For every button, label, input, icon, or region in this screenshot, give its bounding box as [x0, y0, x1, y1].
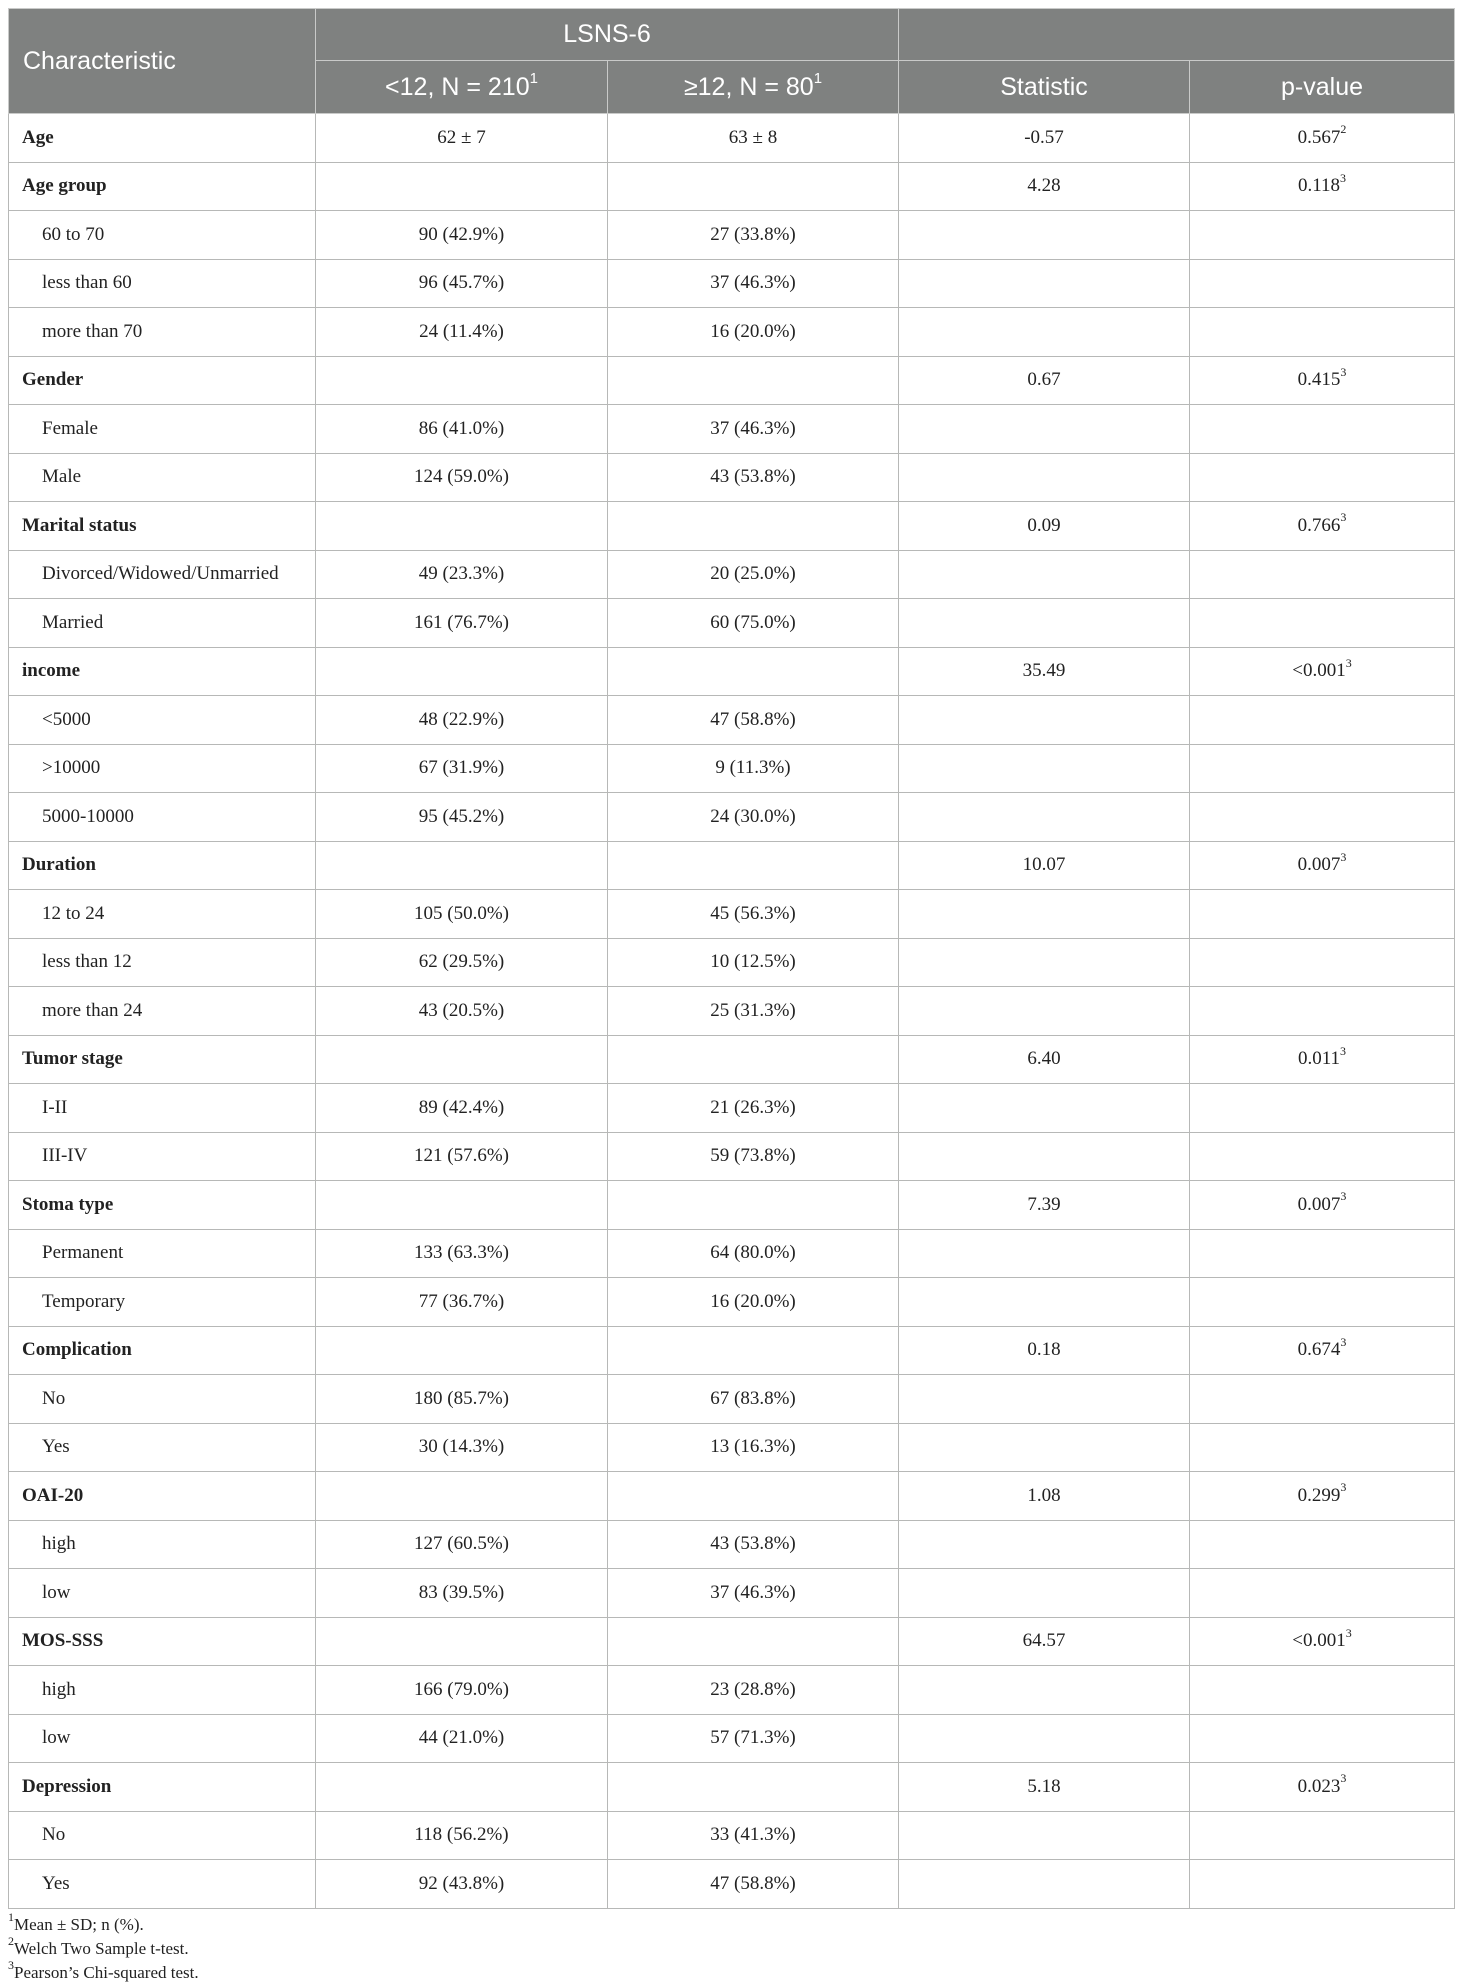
row-label: MOS-SSS: [9, 1617, 316, 1666]
cell-pvalue: [1190, 1229, 1455, 1278]
cell-pvalue: [1190, 1714, 1455, 1763]
cell-pvalue: [1190, 1472, 1455, 1521]
cell-ge12: 59 (73.8%): [608, 1132, 899, 1181]
row-label: >10000: [9, 744, 316, 793]
pvalue-footnote-mark: 3: [1345, 1625, 1352, 1640]
cell-statistic: [899, 1569, 1190, 1618]
cell-ge12: 47 (58.8%): [608, 696, 899, 745]
table-row: [9, 1326, 1455, 1375]
cell-ge12: 20 (25.0%): [608, 550, 899, 599]
cell-pvalue: [1190, 841, 1455, 890]
pvalue-footnote-mark: 3: [1340, 1480, 1347, 1495]
cell-pvalue: [1190, 647, 1455, 696]
table-row: [9, 696, 1455, 745]
cell-pvalue: [1190, 599, 1455, 648]
pvalue-text: 0.007: [1297, 854, 1341, 876]
cell-pvalue: [1190, 1811, 1455, 1860]
cell-statistic: [899, 1666, 1190, 1715]
footnote: [8, 1909, 1454, 1937]
cell-lt12: [316, 841, 608, 890]
footnote-text: Mean ± SD; n (%).: [14, 1914, 144, 1934]
pvalue-footnote-mark: 3: [1345, 655, 1352, 670]
row-label: less than 12: [9, 938, 316, 987]
cell-pvalue: [1190, 405, 1455, 454]
cell-ge12: 45 (56.3%): [608, 890, 899, 939]
pvalue-text: 0.415: [1297, 369, 1341, 391]
cell-pvalue: [1190, 793, 1455, 842]
characteristics-table: [8, 8, 1455, 1909]
table-row: [9, 1666, 1455, 1715]
pvalue-footnote-mark: 3: [1340, 364, 1347, 379]
row-label: Complication: [9, 1326, 316, 1375]
cell-ge12: 67 (83.8%): [608, 1375, 899, 1424]
cell-ge12: 64 (80.0%): [608, 1229, 899, 1278]
table-row: [9, 1860, 1455, 1909]
row-label: Temporary: [9, 1278, 316, 1327]
cell-pvalue: [1190, 308, 1455, 357]
table-row: [9, 453, 1455, 502]
cell-lt12: 44 (21.0%): [316, 1714, 608, 1763]
cell-lt12: 124 (59.0%): [316, 453, 608, 502]
row-label: Divorced/Widowed/Unmarried: [9, 550, 316, 599]
pvalue-footnote-mark: 3: [1340, 1771, 1347, 1786]
cell-ge12: 10 (12.5%): [608, 938, 899, 987]
table-body: [9, 114, 1455, 1909]
cell-pvalue: [1190, 1278, 1455, 1327]
header-ge12-sup: 1: [813, 70, 823, 88]
cell-lt12: [316, 1763, 608, 1812]
footnote: [8, 1957, 1454, 1985]
cell-pvalue: [1190, 1181, 1455, 1230]
footnote: [8, 1933, 1454, 1961]
row-label: No: [9, 1811, 316, 1860]
table-row: [9, 308, 1455, 357]
table-row: [9, 1763, 1455, 1812]
cell-ge12: 63 ± 8: [608, 114, 899, 163]
cell-lt12: 133 (63.3%): [316, 1229, 608, 1278]
table-row: [9, 502, 1455, 551]
cell-pvalue: [1190, 162, 1455, 211]
cell-pvalue: [1190, 453, 1455, 502]
row-label: Gender: [9, 356, 316, 405]
cell-lt12: [316, 647, 608, 696]
cell-statistic: 10.07: [899, 841, 1190, 890]
cell-ge12: 37 (46.3%): [608, 405, 899, 454]
cell-lt12: [316, 502, 608, 551]
cell-ge12: 27 (33.8%): [608, 211, 899, 260]
cell-pvalue: [1190, 1520, 1455, 1569]
table-row: [9, 114, 1455, 163]
table-row: [9, 647, 1455, 696]
cell-statistic: 5.18: [899, 1763, 1190, 1812]
row-label: Stoma type: [9, 1181, 316, 1230]
cell-ge12: 37 (46.3%): [608, 259, 899, 308]
table-row: [9, 1181, 1455, 1230]
cell-lt12: [316, 162, 608, 211]
table-row: [9, 793, 1455, 842]
cell-ge12: 60 (75.0%): [608, 599, 899, 648]
cell-lt12: 49 (23.3%): [316, 550, 608, 599]
cell-statistic: [899, 744, 1190, 793]
table-row: [9, 1520, 1455, 1569]
cell-ge12: [608, 841, 899, 890]
cell-pvalue: [1190, 1084, 1455, 1133]
footnote-mark: 1: [8, 1909, 14, 1924]
cell-lt12: 96 (45.7%): [316, 259, 608, 308]
cell-pvalue: [1190, 890, 1455, 939]
pvalue-text: 0.567: [1297, 126, 1341, 148]
table-row: [9, 744, 1455, 793]
cell-ge12: 43 (53.8%): [608, 453, 899, 502]
cell-lt12: 166 (79.0%): [316, 1666, 608, 1715]
cell-ge12: 43 (53.8%): [608, 1520, 899, 1569]
table-row: [9, 599, 1455, 648]
footnote-mark: 2: [8, 1933, 14, 1948]
cell-ge12: 57 (71.3%): [608, 1714, 899, 1763]
cell-pvalue: [1190, 550, 1455, 599]
pvalue-footnote-mark: 3: [1340, 1043, 1347, 1058]
cell-pvalue: [1190, 259, 1455, 308]
row-label: Duration: [9, 841, 316, 890]
cell-pvalue: [1190, 1423, 1455, 1472]
cell-lt12: 77 (36.7%): [316, 1278, 608, 1327]
cell-pvalue: [1190, 1860, 1455, 1909]
row-label: Tumor stage: [9, 1035, 316, 1084]
pvalue-text: <0.001: [1292, 1630, 1346, 1652]
cell-pvalue: [1190, 356, 1455, 405]
cell-statistic: [899, 696, 1190, 745]
row-label: Age: [9, 114, 316, 163]
row-label: income: [9, 647, 316, 696]
row-label: less than 60: [9, 259, 316, 308]
cell-statistic: 6.40: [899, 1035, 1190, 1084]
pvalue-text: <0.001: [1292, 660, 1346, 682]
row-label: Yes: [9, 1860, 316, 1909]
row-label: Age group: [9, 162, 316, 211]
cell-lt12: [316, 1181, 608, 1230]
cell-ge12: [608, 1326, 899, 1375]
cell-pvalue: [1190, 502, 1455, 551]
cell-lt12: 48 (22.9%): [316, 696, 608, 745]
header-characteristic: Characteristic: [9, 9, 316, 114]
row-label: Marital status: [9, 502, 316, 551]
pvalue-footnote-mark: 3: [1340, 170, 1347, 185]
header-ge12-label: ≥12, N = 80: [683, 72, 814, 101]
cell-lt12: [316, 1472, 608, 1521]
cell-pvalue: [1190, 1666, 1455, 1715]
cell-statistic: [899, 599, 1190, 648]
table-row: [9, 938, 1455, 987]
cell-statistic: [899, 405, 1190, 454]
footnote-text: Welch Two Sample t-test.: [14, 1938, 189, 1958]
row-label: OAI-20: [9, 1472, 316, 1521]
table-row: [9, 1569, 1455, 1618]
cell-ge12: 21 (26.3%): [608, 1084, 899, 1133]
pvalue-footnote-mark: 3: [1340, 510, 1347, 525]
row-label: Yes: [9, 1423, 316, 1472]
cell-statistic: [899, 1520, 1190, 1569]
cell-statistic: 35.49: [899, 647, 1190, 696]
cell-statistic: 7.39: [899, 1181, 1190, 1230]
cell-lt12: 30 (14.3%): [316, 1423, 608, 1472]
cell-lt12: 83 (39.5%): [316, 1569, 608, 1618]
pvalue-footnote-mark: 3: [1340, 849, 1347, 864]
cell-lt12: 67 (31.9%): [316, 744, 608, 793]
cell-statistic: [899, 1229, 1190, 1278]
cell-lt12: 180 (85.7%): [316, 1375, 608, 1424]
header-pvalue: p-value: [1190, 61, 1455, 114]
pvalue-text: 0.118: [1297, 175, 1341, 197]
cell-lt12: 86 (41.0%): [316, 405, 608, 454]
cell-lt12: 105 (50.0%): [316, 890, 608, 939]
table-row: [9, 987, 1455, 1036]
row-label: 5000-10000: [9, 793, 316, 842]
cell-statistic: 0.18: [899, 1326, 1190, 1375]
table-header: [9, 9, 1455, 114]
table-row: [9, 259, 1455, 308]
pvalue-footnote-mark: 3: [1340, 1334, 1347, 1349]
cell-lt12: 161 (76.7%): [316, 599, 608, 648]
cell-statistic: [899, 1811, 1190, 1860]
row-label: Permanent: [9, 1229, 316, 1278]
table-row: [9, 550, 1455, 599]
table-row: [9, 1035, 1455, 1084]
cell-statistic: [899, 259, 1190, 308]
cell-lt12: 24 (11.4%): [316, 308, 608, 357]
cell-statistic: 0.09: [899, 502, 1190, 551]
cell-ge12: 16 (20.0%): [608, 308, 899, 357]
footnotes: [8, 1909, 1454, 1985]
footnote-text: Pearson’s Chi-squared test.: [14, 1962, 199, 1982]
cell-pvalue: [1190, 938, 1455, 987]
cell-ge12: 25 (31.3%): [608, 987, 899, 1036]
table-row: [9, 1278, 1455, 1327]
cell-ge12: [608, 647, 899, 696]
table-container: [8, 8, 1454, 1985]
header-ge12: [608, 61, 899, 114]
row-label: <5000: [9, 696, 316, 745]
cell-statistic: [899, 890, 1190, 939]
cell-pvalue: [1190, 1617, 1455, 1666]
cell-pvalue: [1190, 1132, 1455, 1181]
cell-statistic: [899, 1375, 1190, 1424]
row-label: 60 to 70: [9, 211, 316, 260]
cell-lt12: 92 (43.8%): [316, 1860, 608, 1909]
table-row: [9, 1472, 1455, 1521]
table-row: [9, 841, 1455, 890]
cell-pvalue: [1190, 114, 1455, 163]
cell-statistic: [899, 550, 1190, 599]
pvalue-footnote-mark: 3: [1340, 1189, 1347, 1204]
table-row: [9, 356, 1455, 405]
cell-ge12: 33 (41.3%): [608, 1811, 899, 1860]
footnote-mark: 3: [8, 1957, 14, 1972]
cell-ge12: [608, 1472, 899, 1521]
cell-statistic: [899, 793, 1190, 842]
cell-statistic: [899, 1423, 1190, 1472]
row-label: low: [9, 1714, 316, 1763]
cell-lt12: 127 (60.5%): [316, 1520, 608, 1569]
cell-lt12: 118 (56.2%): [316, 1811, 608, 1860]
cell-lt12: 62 (29.5%): [316, 938, 608, 987]
cell-statistic: [899, 211, 1190, 260]
row-label: Depression: [9, 1763, 316, 1812]
cell-statistic: 0.67: [899, 356, 1190, 405]
table-row: [9, 1132, 1455, 1181]
cell-ge12: [608, 1181, 899, 1230]
cell-lt12: [316, 1035, 608, 1084]
header-lt12: [316, 61, 608, 114]
row-label: more than 24: [9, 987, 316, 1036]
cell-ge12: [608, 1035, 899, 1084]
pvalue-text: 0.766: [1297, 514, 1341, 536]
row-label: Female: [9, 405, 316, 454]
cell-pvalue: [1190, 744, 1455, 793]
cell-statistic: [899, 1278, 1190, 1327]
cell-ge12: [608, 1763, 899, 1812]
cell-ge12: [608, 356, 899, 405]
cell-statistic: [899, 938, 1190, 987]
row-label: 12 to 24: [9, 890, 316, 939]
cell-statistic: [899, 1084, 1190, 1133]
cell-pvalue: [1190, 696, 1455, 745]
table-row: [9, 1811, 1455, 1860]
pvalue-footnote-mark: 2: [1340, 122, 1347, 137]
table-row: [9, 1084, 1455, 1133]
header-blank: [899, 9, 1455, 61]
cell-ge12: 24 (30.0%): [608, 793, 899, 842]
cell-lt12: [316, 356, 608, 405]
pvalue-text: 0.011: [1297, 1048, 1341, 1070]
table-row: [9, 890, 1455, 939]
pvalue-text: 0.023: [1297, 1775, 1341, 1797]
cell-lt12: 95 (45.2%): [316, 793, 608, 842]
row-label: low: [9, 1569, 316, 1618]
table-row: [9, 1714, 1455, 1763]
table-row: [9, 1229, 1455, 1278]
header-lt12-sup: 1: [529, 70, 538, 88]
cell-statistic: [899, 987, 1190, 1036]
cell-statistic: 1.08: [899, 1472, 1190, 1521]
cell-pvalue: [1190, 987, 1455, 1036]
cell-ge12: [608, 162, 899, 211]
cell-lt12: 90 (42.9%): [316, 211, 608, 260]
row-label: more than 70: [9, 308, 316, 357]
table-row: [9, 1375, 1455, 1424]
cell-ge12: [608, 502, 899, 551]
header-lsns6-group: LSNS-6: [316, 9, 899, 61]
row-label: No: [9, 1375, 316, 1424]
row-label: Married: [9, 599, 316, 648]
cell-lt12: 62 ± 7: [316, 114, 608, 163]
cell-ge12: 23 (28.8%): [608, 1666, 899, 1715]
cell-lt12: 89 (42.4%): [316, 1084, 608, 1133]
cell-statistic: [899, 453, 1190, 502]
header-lt12-label: <12, N = 210: [385, 72, 530, 101]
cell-pvalue: [1190, 211, 1455, 260]
cell-pvalue: [1190, 1763, 1455, 1812]
cell-lt12: 43 (20.5%): [316, 987, 608, 1036]
cell-pvalue: [1190, 1326, 1455, 1375]
row-label: high: [9, 1666, 316, 1715]
table-row: [9, 1617, 1455, 1666]
cell-statistic: [899, 1714, 1190, 1763]
cell-pvalue: [1190, 1035, 1455, 1084]
row-label: III-IV: [9, 1132, 316, 1181]
table-row: [9, 405, 1455, 454]
cell-statistic: -0.57: [899, 114, 1190, 163]
cell-ge12: 9 (11.3%): [608, 744, 899, 793]
pvalue-text: 0.007: [1297, 1193, 1341, 1215]
cell-statistic: [899, 308, 1190, 357]
cell-pvalue: [1190, 1569, 1455, 1618]
row-label: high: [9, 1520, 316, 1569]
row-label: Male: [9, 453, 316, 502]
table-row: [9, 211, 1455, 260]
header-statistic: Statistic: [899, 61, 1190, 114]
cell-statistic: [899, 1860, 1190, 1909]
pvalue-text: 0.674: [1297, 1339, 1341, 1361]
cell-statistic: 64.57: [899, 1617, 1190, 1666]
table-row: [9, 162, 1455, 211]
cell-ge12: 37 (46.3%): [608, 1569, 899, 1618]
cell-statistic: 4.28: [899, 162, 1190, 211]
cell-lt12: 121 (57.6%): [316, 1132, 608, 1181]
table-row: [9, 1423, 1455, 1472]
cell-statistic: [899, 1132, 1190, 1181]
cell-lt12: [316, 1326, 608, 1375]
cell-pvalue: [1190, 1375, 1455, 1424]
row-label: I-II: [9, 1084, 316, 1133]
cell-ge12: [608, 1617, 899, 1666]
cell-ge12: 16 (20.0%): [608, 1278, 899, 1327]
cell-ge12: 47 (58.8%): [608, 1860, 899, 1909]
cell-lt12: [316, 1617, 608, 1666]
pvalue-text: 0.299: [1297, 1484, 1341, 1506]
cell-ge12: 13 (16.3%): [608, 1423, 899, 1472]
